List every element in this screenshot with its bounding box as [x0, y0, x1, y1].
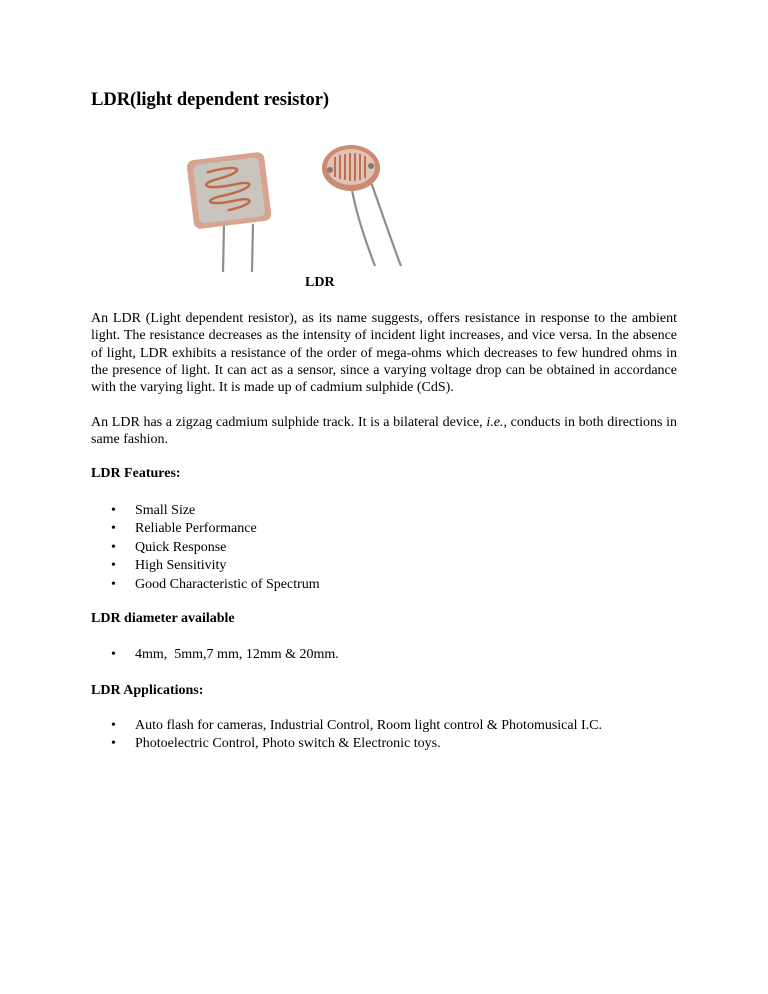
bullet-icon: •: [111, 558, 116, 574]
list-item: [91, 717, 602, 735]
list-item: [91, 735, 602, 753]
list-item: [91, 539, 320, 557]
ldr-photo-icon: [185, 140, 425, 275]
applications-heading: LDR Applications:: [91, 683, 204, 698]
track-paragraph-text: An LDR has a zigzag cadmium sulphide track. It is a bilateral device,: [91, 415, 487, 430]
round-ldr: [322, 145, 401, 266]
list-item: [91, 646, 339, 664]
list-item: [91, 557, 320, 575]
list-item: [91, 520, 320, 538]
applications-list: [91, 717, 602, 754]
track-paragraph-text-end: , conducts in both directions in same fashion.: [91, 415, 677, 448]
list-item-text: Quick Response: [135, 539, 227, 555]
track-paragraph: [91, 414, 677, 449]
ldr-figure: [185, 140, 425, 275]
list-item-text: High Sensitivity: [135, 558, 227, 574]
bullet-icon: •: [111, 539, 116, 555]
figure-caption: LDR: [305, 275, 335, 290]
list-item-text: Good Characteristic of Spectrum: [135, 576, 320, 592]
list-item-text: Auto flash for cameras, Industrial Control, Room light control & Photomusical I.C.: [135, 718, 602, 733]
bullet-icon: •: [111, 576, 116, 592]
list-item: [91, 576, 320, 594]
ie-abbreviation: i.e.: [486, 415, 504, 430]
diameter-list: [91, 646, 339, 664]
list-item-text: 4mm, 5mm,7 mm, 12mm & 20mm.: [135, 647, 339, 662]
list-item-text: Small Size: [135, 503, 196, 518]
bullet-icon: •: [111, 503, 116, 518]
features-list: [91, 502, 320, 594]
bullet-icon: •: [111, 521, 116, 537]
bullet-icon: •: [111, 718, 116, 733]
diameter-heading: LDR diameter available: [91, 611, 235, 626]
intro-paragraph: An LDR (Light dependent resistor), as its name suggests, offers resistance in response to the ambient light. The resistance decreases as the intensity of incident light increases, and vice versa. In the absence of light, LDR exhibits a resistance of the order of mega-ohms which decreases to few hundred ohms in the presence of light. It can act as a sensor, since a varying voltage drop can be obtained in accordance with the varying light. It is made up of cadmium sulphide (CdS).: [91, 311, 677, 396]
square-ldr: [186, 152, 272, 272]
list-item-text: Reliable Performance: [135, 521, 257, 537]
bullet-icon: •: [111, 647, 116, 662]
bullet-icon: •: [111, 736, 116, 752]
page-title: LDR(light dependent resistor): [91, 90, 330, 110]
list-item-text: Photoelectric Control, Photo switch & Electronic toys.: [135, 736, 441, 752]
list-item: [91, 502, 320, 520]
features-heading: LDR Features:: [91, 466, 181, 481]
